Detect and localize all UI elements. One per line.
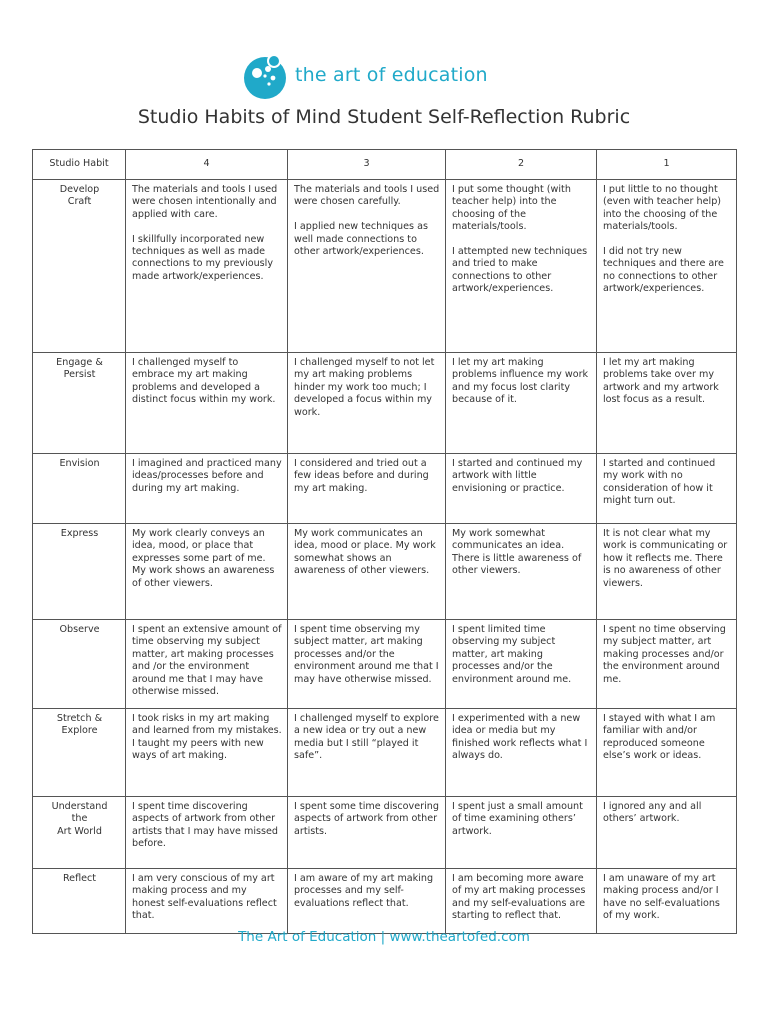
rubric-cell: I spent some time discovering aspects of artwork from other artists.: [288, 797, 446, 869]
habit-name: Express: [33, 524, 126, 620]
rubric-cell: I am becoming more aware of my art making processes and my self-evaluations are starting to reflect that.: [446, 869, 597, 934]
rubric-cell: I started and continued my work with no consideration of how it might turn out.: [597, 454, 737, 524]
rubric-cell: I challenged myself to not let my art making problems hinder my work too much; I developed a focus within my work.: [288, 353, 446, 454]
rubric-cell: I am unaware of my art making process and/or I have no self-evaluations of my work.: [597, 869, 737, 934]
habit-name: Stretch & Explore: [33, 709, 126, 797]
column-header-score-2: 2: [446, 150, 597, 180]
rubric-cell: It is not clear what my work is communicating or how it reflects me. There is no awareness of other viewers.: [597, 524, 737, 620]
rubric-cell: I am aware of my art making processes and my self-evaluations reflect that.: [288, 869, 446, 934]
rubric-cell: I took risks in my art making and learned from my mistakes. I taught my peers with new ways of art making.: [126, 709, 288, 797]
column-header-habit: Studio Habit: [33, 150, 126, 180]
habit-name: Observe: [33, 620, 126, 709]
page-title: Studio Habits of Mind Student Self-Reflection Rubric: [137, 106, 631, 128]
table-row: [33, 620, 737, 709]
rubric-cell: My work clearly conveys an idea, mood, or place that expresses some part of me. My work shows an awareness of other viewers.: [126, 524, 288, 620]
rubric-cell: I let my art making problems influence my work and my focus lost clarity because of it.: [446, 353, 597, 454]
table-row: [33, 869, 737, 934]
column-header-score-3: 3: [288, 150, 446, 180]
column-header-score-1: 1: [597, 150, 737, 180]
header: [0, 46, 768, 106]
table-row: [33, 180, 737, 353]
rubric-cell: The materials and tools I used were chosen intentionally and applied with care. I skillfully incorporated new techniques as well as made connections to my previously made artwork/experiences.: [126, 180, 288, 353]
rubric-cell: I spent time observing my subject matter, art making processes and/or the environment around me that I may have otherwise missed.: [288, 620, 446, 709]
rubric-cell: I experimented with a new idea or media but my finished work reflects what I always do.: [446, 709, 597, 797]
rubric-cell: I challenged myself to embrace my art making problems and developed a distinct focus within my work.: [126, 353, 288, 454]
rubric-cell: My work somewhat communicates an idea. There is little awareness of other viewers.: [446, 524, 597, 620]
brand-name: the art of education: [295, 64, 488, 86]
rubric-cell: I put little to no thought (even with teacher help) into the choosing of the materials/tools. I did not try new techniques and there are no connections to other artwork/experiences.: [597, 180, 737, 353]
table-row: [33, 709, 737, 797]
habit-name: Develop Craft: [33, 180, 126, 353]
column-header-score-4: 4: [126, 150, 288, 180]
palette-globe-icon: [241, 52, 289, 100]
rubric-cell: I let my art making problems take over my artwork and my artwork lost focus as a result.: [597, 353, 737, 454]
rubric-cell: I am very conscious of my art making process and my honest self-evaluations reflect that.: [126, 869, 288, 934]
header-row: [33, 150, 737, 180]
rubric-cell: I put some thought (with teacher help) into the choosing of the materials/tools. I attempted new techniques and tried to make connections to other artwork/experiences.: [446, 180, 597, 353]
rubric-cell: I ignored any and all others’ artwork.: [597, 797, 737, 869]
rubric-cell: I spent an extensive amount of time observing my subject matter, art making processes and /or the environment around me that I may have otherwise missed.: [126, 620, 288, 709]
rubric-cell: I spent just a small amount of time examining others’ artwork.: [446, 797, 597, 869]
rubric-cell: I stayed with what I am familiar with and/or reproduced someone else’s work or ideas.: [597, 709, 737, 797]
rubric-table: [32, 149, 737, 934]
rubric-cell: I spent limited time observing my subject matter, art making processes and/or the environment around me.: [446, 620, 597, 709]
table-row: [33, 353, 737, 454]
footer-text: The Art of Education | www.theartofed.com: [238, 929, 530, 945]
habit-name: Reflect: [33, 869, 126, 934]
rubric-cell: My work communicates an idea, mood or place. My work somewhat shows an awareness of other viewers.: [288, 524, 446, 620]
habit-name: Envision: [33, 454, 126, 524]
rubric-cell: I considered and tried out a few ideas before and during my art making.: [288, 454, 446, 524]
rubric-cell: I started and continued my artwork with little envisioning or practice.: [446, 454, 597, 524]
rubric-cell: I imagined and practiced many ideas/processes before and during my art making.: [126, 454, 288, 524]
table-row: [33, 524, 737, 620]
habit-name: Engage & Persist: [33, 353, 126, 454]
rubric-cell: I challenged myself to explore a new idea or try out a new media but I still “played it safe”.: [288, 709, 446, 797]
table-row: [33, 454, 737, 524]
habit-name: Understand the Art World: [33, 797, 126, 869]
rubric-cell: I spent no time observing my subject matter, art making processes and/or the environment around me.: [597, 620, 737, 709]
rubric-cell: I spent time discovering aspects of artwork from other artists that I may have missed before.: [126, 797, 288, 869]
table-row: [33, 797, 737, 869]
rubric-cell: The materials and tools I used were chosen carefully. I applied new techniques as well made connections to other artwork/experiences.: [288, 180, 446, 353]
